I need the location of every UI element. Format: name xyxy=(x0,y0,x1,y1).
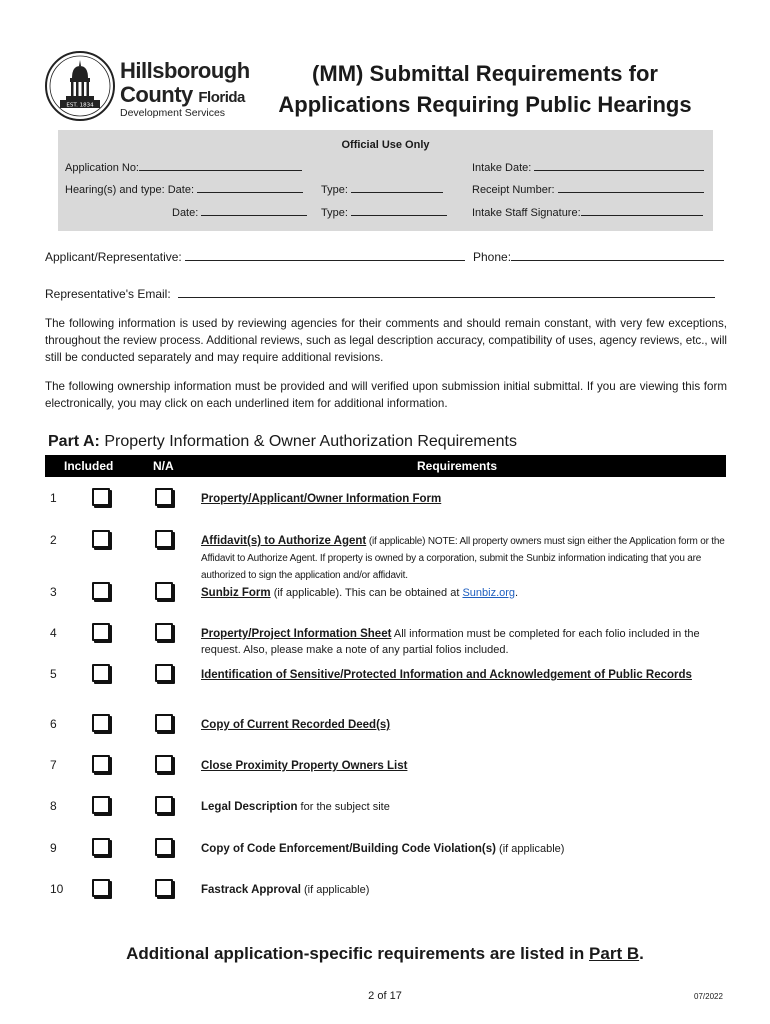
county-logo xyxy=(44,50,254,122)
page-title: (MM) Submittal Requirements for Applications Requiring Public Hearings xyxy=(278,61,692,117)
intro-paragraph: The following information is used by reviewing agencies for their comments and should remain constant, with very few exceptions, throughout the review process. Additional reviews, such as legal description accuracy, compatibility of uses, agency reviews, etc., will still be conducted separately and may require additional revisions. xyxy=(45,317,727,364)
applicant-representative-field[interactable]: Applicant/Representative: xyxy=(45,250,465,264)
included-checkbox[interactable] xyxy=(92,488,110,506)
included-checkbox[interactable] xyxy=(92,664,110,682)
included-checkbox[interactable] xyxy=(92,582,110,600)
included-checkbox[interactable] xyxy=(92,714,110,732)
included-checkbox[interactable] xyxy=(92,796,110,814)
requirement-link[interactable]: Property/Applicant/Owner Information Form xyxy=(201,493,442,505)
logo-department: Development Services xyxy=(120,107,226,119)
logo-name-line2: County Florida xyxy=(120,82,245,107)
na-checkbox[interactable] xyxy=(155,664,173,682)
part-b-notice: Additional application-specific requirements are listed in Part B. xyxy=(126,944,644,963)
col-included: Included xyxy=(64,459,114,473)
svg-text:EST. 1834: EST. 1834 xyxy=(66,102,94,109)
requirement-link[interactable]: Property/Project Information Sheet xyxy=(201,628,392,640)
application-no-field[interactable]: Application No: xyxy=(65,160,302,174)
sunbiz-link[interactable]: Sunbiz.org xyxy=(462,587,516,599)
receipt-number-field[interactable]: Receipt Number: xyxy=(472,182,704,196)
included-checkbox[interactable] xyxy=(92,623,110,641)
intake-staff-signature-field[interactable]: Intake Staff Signature: xyxy=(472,205,703,219)
na-checkbox[interactable] xyxy=(155,879,173,897)
ownership-paragraph: The following ownership information must be provided and will verified upon submission initial submittal. If you are viewing this form electronically, you may click on each underlined item for additional information. xyxy=(45,380,727,410)
na-checkbox[interactable] xyxy=(155,755,173,773)
county-seal-icon xyxy=(44,50,116,122)
requirements-table-header xyxy=(45,455,726,477)
requirement-link[interactable]: Identification of Sensitive/Protected Information and Acknowledgement of Public Records xyxy=(201,669,692,681)
requirement-link[interactable]: Close Proximity Property Owners List xyxy=(201,760,408,772)
na-checkbox[interactable] xyxy=(155,488,173,506)
part-a-heading: Part A: Property Information & Owner Authorization Requirements xyxy=(48,433,517,450)
na-checkbox[interactable] xyxy=(155,582,173,600)
official-use-box xyxy=(58,130,713,231)
included-checkbox[interactable] xyxy=(92,755,110,773)
included-checkbox[interactable] xyxy=(92,879,110,897)
na-checkbox[interactable] xyxy=(155,796,173,814)
hearing-type2-field[interactable]: Type: xyxy=(321,205,447,219)
revision-date: 07/2022 xyxy=(694,992,723,1001)
part-b-link[interactable]: Part B xyxy=(589,944,640,963)
included-checkbox[interactable] xyxy=(92,838,110,856)
na-checkbox[interactable] xyxy=(155,838,173,856)
requirement-link[interactable]: Copy of Current Recorded Deed(s) xyxy=(201,719,391,731)
na-checkbox[interactable] xyxy=(155,530,173,548)
intake-date-field[interactable]: Intake Date: xyxy=(472,160,704,174)
na-checkbox[interactable] xyxy=(155,623,173,641)
phone-field[interactable]: Phone: xyxy=(473,250,724,264)
hearing-date2-field[interactable]: Date: xyxy=(172,205,307,219)
hearing-date-field[interactable]: Hearing(s) and type: Date: xyxy=(65,182,303,196)
official-use-heading: Official Use Only xyxy=(341,139,430,151)
na-checkbox[interactable] xyxy=(155,714,173,732)
requirement-link[interactable]: Sunbiz Form xyxy=(201,587,271,599)
col-na: N/A xyxy=(153,459,174,473)
hearing-type1-field[interactable]: Type: xyxy=(321,182,443,196)
requirement-link[interactable]: Affidavit(s) to Authorize Agent xyxy=(201,535,367,547)
page-number: 2 of 17 xyxy=(368,990,402,1002)
representative-email-field[interactable]: Representative's Email: xyxy=(45,287,715,301)
logo-name-line1: Hillsborough xyxy=(120,58,250,83)
col-requirements: Requirements xyxy=(417,459,498,473)
included-checkbox[interactable] xyxy=(92,530,110,548)
